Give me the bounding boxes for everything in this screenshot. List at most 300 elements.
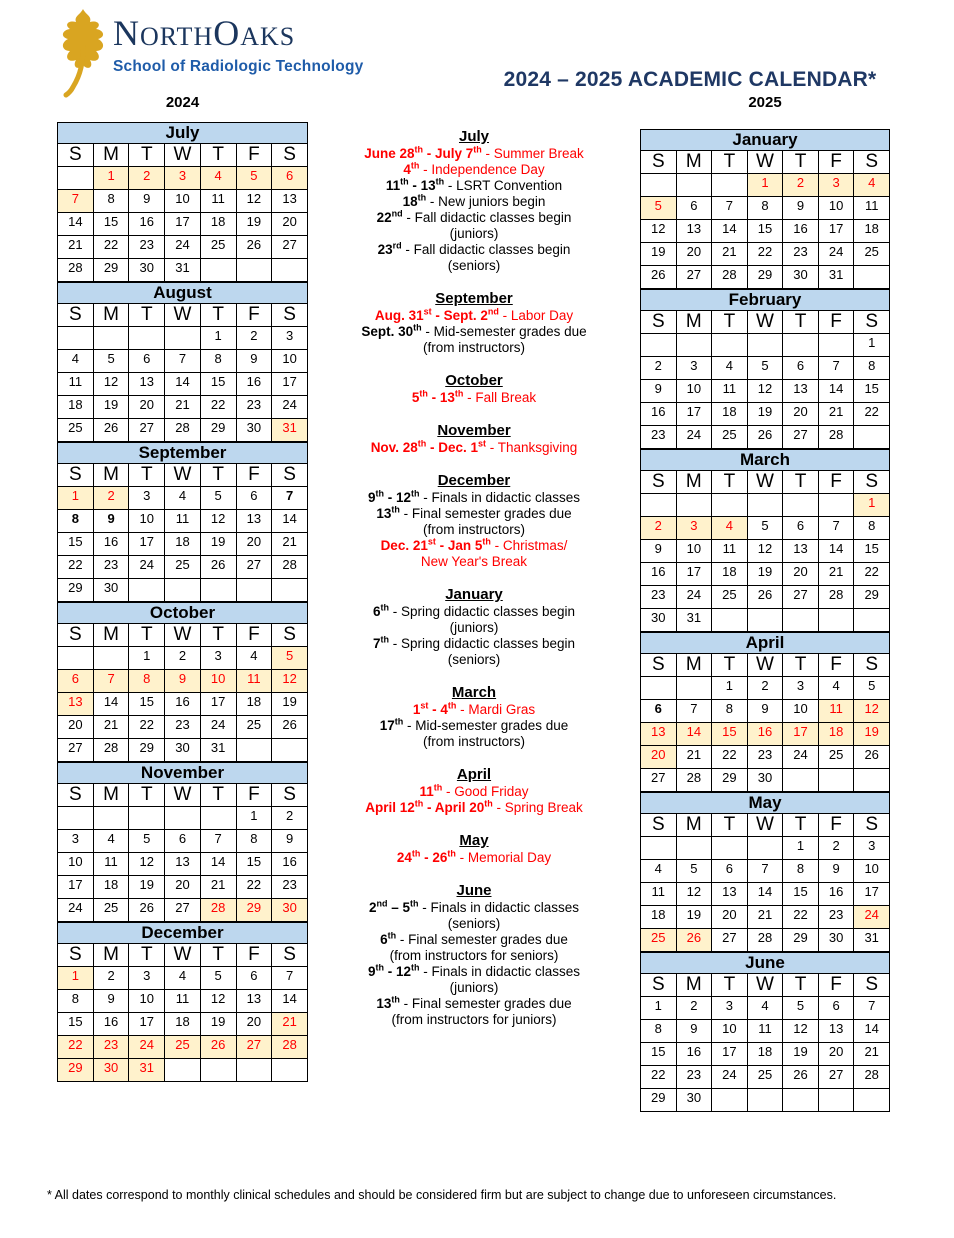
day-cell: 7: [818, 517, 854, 540]
day-of-week-header: S: [641, 814, 677, 837]
day-cell: 4: [641, 860, 677, 883]
day-cell: 23: [129, 236, 165, 259]
day-cell: 20: [641, 746, 677, 769]
day-cell: 27: [676, 266, 712, 289]
day-cell: 24: [676, 586, 712, 609]
event-section-september: [318, 290, 630, 356]
day-cell: 14: [818, 380, 854, 403]
month-calendar-february-2025: [640, 289, 890, 449]
day-cell-empty: [58, 647, 94, 670]
day-cell-empty: [818, 334, 854, 357]
day-cell: 16: [236, 373, 272, 396]
week-row: [641, 609, 890, 632]
day-cell: 30: [747, 769, 783, 792]
day-cell: 1: [58, 967, 94, 990]
day-cell: 5: [783, 997, 819, 1020]
event-line: 2nd – 5th - Finals in didactic classes: [368, 898, 580, 915]
week-row: [641, 883, 890, 906]
day-cell-empty: [818, 1089, 854, 1112]
day-cell: 8: [93, 190, 129, 213]
day-cell: 2: [165, 647, 201, 670]
day-cell: 12: [200, 510, 236, 533]
day-cell-empty: [58, 327, 94, 350]
day-of-week-header: W: [165, 304, 201, 327]
day-of-week-header: T: [200, 144, 236, 167]
day-cell: 17: [165, 213, 201, 236]
day-of-week-header: M: [676, 654, 712, 677]
day-cell: 11: [712, 540, 748, 563]
day-of-week-header: W: [165, 944, 201, 967]
logo-wordmark: NORTHOAKS: [113, 13, 296, 53]
day-cell: 23: [747, 746, 783, 769]
day-of-week-header: S: [854, 151, 890, 174]
day-cell: 5: [236, 167, 272, 190]
day-cell: 28: [200, 899, 236, 922]
day-cell: 20: [783, 403, 819, 426]
day-cell: 23: [93, 1036, 129, 1059]
day-cell: 18: [200, 213, 236, 236]
day-cell: 3: [272, 327, 308, 350]
day-cell: 24: [200, 716, 236, 739]
day-cell-empty: [200, 259, 236, 282]
day-cell: 24: [676, 426, 712, 449]
day-cell: 6: [783, 517, 819, 540]
day-cell: 4: [712, 357, 748, 380]
day-cell-empty: [747, 609, 783, 632]
day-cell: 8: [641, 1020, 677, 1043]
day-cell-empty: [165, 807, 201, 830]
day-cell-empty: [712, 494, 748, 517]
event-month-title: November: [437, 422, 511, 439]
day-cell: 16: [165, 693, 201, 716]
month-calendar-march-2025: [640, 449, 890, 632]
day-cell: 27: [236, 556, 272, 579]
day-cell: 22: [712, 746, 748, 769]
day-cell: 10: [818, 197, 854, 220]
northoaks-logo: [57, 8, 363, 98]
event-month-title: June: [456, 882, 492, 899]
day-cell: 1: [641, 997, 677, 1020]
event-line: 9th - 12th - Finals in didactic classes: [367, 488, 581, 505]
day-cell: 22: [129, 716, 165, 739]
day-of-week-header: S: [58, 464, 94, 487]
day-cell: 7: [165, 350, 201, 373]
day-cell: 1: [129, 647, 165, 670]
day-cell: 26: [236, 236, 272, 259]
day-cell: 30: [676, 1089, 712, 1112]
week-row: [641, 174, 890, 197]
week-row: [641, 997, 890, 1020]
day-of-week-header: T: [783, 814, 819, 837]
event-line: 9th - 12th - Finals in didactic classes: [367, 962, 581, 979]
day-cell: 11: [854, 197, 890, 220]
day-cell: 12: [783, 1020, 819, 1043]
day-cell-empty: [676, 677, 712, 700]
day-cell: 10: [165, 190, 201, 213]
day-cell: 9: [165, 670, 201, 693]
month-name: July: [58, 123, 308, 144]
day-cell: 9: [676, 1020, 712, 1043]
event-month-title: December: [437, 472, 511, 489]
day-cell: 27: [272, 236, 308, 259]
day-cell: 18: [818, 723, 854, 746]
day-of-week-header: F: [818, 311, 854, 334]
day-cell: 29: [93, 259, 129, 282]
year-label-2025: 2025: [748, 94, 782, 111]
day-cell-empty: [200, 579, 236, 602]
month-calendar-june-2025: [640, 952, 890, 1112]
day-cell: 6: [818, 997, 854, 1020]
day-of-week-header: F: [236, 784, 272, 807]
event-line: 1st - 4th - Mardi Gras: [412, 700, 536, 717]
month-name: December: [58, 923, 308, 944]
day-cell: 22: [58, 1036, 94, 1059]
day-cell: 17: [676, 403, 712, 426]
week-row: [641, 1089, 890, 1112]
day-cell: 14: [165, 373, 201, 396]
day-of-week-header: T: [712, 974, 748, 997]
day-cell-empty: [272, 579, 308, 602]
day-cell: 13: [676, 220, 712, 243]
day-cell: 2: [747, 677, 783, 700]
day-of-week-header: T: [200, 304, 236, 327]
day-of-week-header: F: [236, 624, 272, 647]
month-name: February: [641, 290, 890, 311]
day-cell: 24: [272, 396, 308, 419]
event-line: (seniors): [447, 258, 501, 273]
day-cell-empty: [129, 327, 165, 350]
day-cell: 27: [783, 426, 819, 449]
day-of-week-header: M: [93, 624, 129, 647]
day-of-week-header: M: [93, 144, 129, 167]
day-cell: 27: [58, 739, 94, 762]
day-of-week-header: S: [272, 464, 308, 487]
week-row: [58, 647, 308, 670]
day-cell: 21: [200, 876, 236, 899]
day-cell: 18: [641, 906, 677, 929]
week-row: [58, 487, 308, 510]
week-row: [641, 769, 890, 792]
day-cell: 14: [676, 723, 712, 746]
day-of-week-header: S: [854, 654, 890, 677]
event-section-december: [318, 472, 630, 570]
day-cell: 9: [93, 990, 129, 1013]
event-month-title: April: [456, 766, 492, 783]
day-of-week-header: M: [676, 974, 712, 997]
day-of-week-header: F: [818, 151, 854, 174]
day-cell: 9: [641, 540, 677, 563]
day-cell: 17: [818, 220, 854, 243]
day-cell: 29: [854, 586, 890, 609]
day-cell: 2: [641, 357, 677, 380]
day-cell: 12: [747, 380, 783, 403]
month-name: May: [641, 793, 890, 814]
day-cell: 24: [165, 236, 201, 259]
day-cell: 9: [272, 830, 308, 853]
day-cell: 11: [641, 883, 677, 906]
event-line: Aug. 31st - Sept. 2nd - Labor Day: [374, 306, 574, 323]
event-line: June 28th - July 7th - Summer Break: [364, 144, 584, 161]
day-cell: 10: [58, 853, 94, 876]
day-cell: 7: [712, 197, 748, 220]
day-cell: 29: [236, 899, 272, 922]
day-cell: 29: [783, 929, 819, 952]
week-row: [58, 1013, 308, 1036]
day-cell: 5: [93, 350, 129, 373]
day-cell: 24: [818, 243, 854, 266]
day-cell: 30: [129, 259, 165, 282]
day-cell: 12: [854, 700, 890, 723]
day-cell: 21: [712, 243, 748, 266]
day-cell: 19: [747, 403, 783, 426]
day-cell: 3: [676, 357, 712, 380]
day-cell: 29: [641, 1089, 677, 1112]
day-cell: 15: [783, 883, 819, 906]
day-cell: 20: [58, 716, 94, 739]
day-cell: 13: [58, 693, 94, 716]
week-row: [58, 670, 308, 693]
day-of-week-header: S: [272, 784, 308, 807]
day-cell: 19: [129, 876, 165, 899]
month-calendar-november-2024: [57, 762, 308, 922]
day-of-week-header: F: [818, 974, 854, 997]
day-cell: 15: [200, 373, 236, 396]
week-row: [58, 853, 308, 876]
day-of-week-header: T: [129, 464, 165, 487]
month-name: October: [58, 603, 308, 624]
day-cell: 20: [236, 1013, 272, 1036]
day-cell: 4: [58, 350, 94, 373]
day-of-week-header: F: [818, 654, 854, 677]
day-cell: 9: [747, 700, 783, 723]
event-line: (juniors): [449, 620, 499, 635]
week-row: [641, 906, 890, 929]
day-of-week-header: S: [854, 471, 890, 494]
day-of-week-header: F: [236, 304, 272, 327]
day-cell-empty: [676, 334, 712, 357]
day-cell-empty: [747, 837, 783, 860]
calendars-2025-column: [640, 129, 890, 1112]
day-cell: 25: [747, 1066, 783, 1089]
day-cell: 7: [58, 190, 94, 213]
day-cell: 17: [783, 723, 819, 746]
day-cell: 3: [129, 487, 165, 510]
week-row: [641, 1066, 890, 1089]
day-cell: 19: [854, 723, 890, 746]
day-cell: 3: [165, 167, 201, 190]
day-cell: 15: [854, 540, 890, 563]
day-cell: 7: [854, 997, 890, 1020]
day-cell: 11: [747, 1020, 783, 1043]
day-cell: 13: [236, 990, 272, 1013]
day-cell: 14: [272, 990, 308, 1013]
day-cell: 24: [129, 556, 165, 579]
day-cell: 19: [93, 396, 129, 419]
day-cell: 10: [676, 380, 712, 403]
week-row: [58, 167, 308, 190]
day-cell: 28: [747, 929, 783, 952]
day-cell: 28: [165, 419, 201, 442]
day-cell: 19: [747, 563, 783, 586]
day-cell: 20: [165, 876, 201, 899]
week-row: [641, 517, 890, 540]
day-cell-empty: [712, 334, 748, 357]
day-cell: 5: [676, 860, 712, 883]
day-cell: 10: [676, 540, 712, 563]
day-cell: 23: [272, 876, 308, 899]
day-cell: 3: [712, 997, 748, 1020]
day-cell: 16: [747, 723, 783, 746]
day-of-week-header: W: [747, 814, 783, 837]
day-cell: 22: [93, 236, 129, 259]
day-cell: 11: [818, 700, 854, 723]
month-calendar-july-2024: [57, 122, 308, 282]
month-name: April: [641, 633, 890, 654]
day-cell: 6: [236, 487, 272, 510]
day-cell: 8: [712, 700, 748, 723]
month-name: June: [641, 953, 890, 974]
day-cell: 26: [641, 266, 677, 289]
day-cell-empty: [641, 837, 677, 860]
day-cell: 10: [129, 990, 165, 1013]
day-cell: 7: [676, 700, 712, 723]
day-of-week-header: S: [58, 304, 94, 327]
day-cell: 7: [93, 670, 129, 693]
event-line: (from instructors): [422, 734, 525, 749]
day-cell: 30: [236, 419, 272, 442]
day-cell: 27: [818, 1066, 854, 1089]
day-of-week-header: S: [58, 624, 94, 647]
day-of-week-header: T: [200, 944, 236, 967]
day-cell: 2: [783, 174, 819, 197]
day-of-week-header: T: [783, 654, 819, 677]
day-cell: 18: [747, 1043, 783, 1066]
month-name: January: [641, 130, 890, 151]
footnote: * All dates correspond to monthly clinical schedules and should be considered firm but are subject to change due to unforeseen circumstances.: [47, 1188, 837, 1202]
day-cell-empty: [165, 579, 201, 602]
day-cell: 5: [641, 197, 677, 220]
day-of-week-header: S: [272, 144, 308, 167]
day-cell: 15: [854, 380, 890, 403]
day-cell: 25: [58, 419, 94, 442]
day-cell-empty: [641, 334, 677, 357]
day-cell: 27: [783, 586, 819, 609]
day-cell-empty: [818, 494, 854, 517]
day-cell: 19: [200, 1013, 236, 1036]
week-row: [641, 540, 890, 563]
day-cell: 3: [854, 837, 890, 860]
week-row: [58, 396, 308, 419]
day-cell: 30: [272, 899, 308, 922]
day-cell: 14: [712, 220, 748, 243]
day-cell: 22: [58, 556, 94, 579]
day-cell: 30: [93, 579, 129, 602]
event-section-october: [318, 372, 630, 406]
day-cell: 16: [93, 533, 129, 556]
day-cell: 26: [854, 746, 890, 769]
day-cell: 11: [200, 190, 236, 213]
day-cell: 11: [58, 373, 94, 396]
day-cell-empty: [58, 807, 94, 830]
day-cell: 27: [165, 899, 201, 922]
day-of-week-header: T: [200, 784, 236, 807]
day-cell: 5: [747, 357, 783, 380]
day-cell: 21: [747, 906, 783, 929]
day-cell: 23: [818, 906, 854, 929]
event-section-november: [318, 422, 630, 456]
event-line: 22nd - Fall didactic classes begin: [376, 208, 572, 225]
day-cell-empty: [747, 494, 783, 517]
day-of-week-header: W: [165, 784, 201, 807]
day-cell: 28: [676, 769, 712, 792]
day-cell: 3: [58, 830, 94, 853]
day-of-week-header: T: [129, 784, 165, 807]
event-line: (juniors): [449, 980, 499, 995]
day-cell: 15: [58, 533, 94, 556]
day-cell: 26: [93, 419, 129, 442]
day-of-week-header: S: [272, 624, 308, 647]
week-row: [641, 586, 890, 609]
event-line: 17th - Mid-semester grades due: [379, 716, 569, 733]
day-cell: 22: [854, 403, 890, 426]
day-cell: 20: [712, 906, 748, 929]
day-cell: 3: [676, 517, 712, 540]
week-row: [58, 1036, 308, 1059]
day-cell: 25: [165, 1036, 201, 1059]
day-cell-empty: [854, 769, 890, 792]
day-cell: 4: [818, 677, 854, 700]
day-cell: 15: [712, 723, 748, 746]
day-cell: 31: [854, 929, 890, 952]
event-section-january: [318, 586, 630, 668]
day-cell: 30: [165, 739, 201, 762]
day-cell: 21: [818, 563, 854, 586]
day-cell: 25: [93, 899, 129, 922]
week-row: [58, 533, 308, 556]
day-of-week-header: W: [747, 151, 783, 174]
day-cell: 20: [272, 213, 308, 236]
day-cell: 3: [783, 677, 819, 700]
page-title: 2024 – 2025 ACADEMIC CALENDAR*: [503, 68, 877, 91]
day-cell: 19: [783, 1043, 819, 1066]
logo-subtitle: School of Radiologic Technology: [113, 58, 364, 75]
day-cell: 15: [747, 220, 783, 243]
day-cell: 9: [641, 380, 677, 403]
day-cell: 4: [747, 997, 783, 1020]
day-cell: 21: [676, 746, 712, 769]
event-line: 18th - New juniors begin: [402, 192, 546, 209]
day-cell: 1: [783, 837, 819, 860]
week-row: [58, 556, 308, 579]
day-cell-empty: [93, 327, 129, 350]
day-cell: 28: [818, 586, 854, 609]
day-cell-empty: [236, 1059, 272, 1082]
day-of-week-header: W: [747, 974, 783, 997]
week-row: [58, 739, 308, 762]
day-of-week-header: M: [93, 944, 129, 967]
week-row: [58, 510, 308, 533]
day-cell: 15: [641, 1043, 677, 1066]
day-cell: 28: [712, 266, 748, 289]
day-cell-empty: [854, 609, 890, 632]
day-cell: 1: [58, 487, 94, 510]
day-cell: 2: [272, 807, 308, 830]
day-cell: 16: [272, 853, 308, 876]
event-section-june: [318, 882, 630, 1028]
week-row: [641, 746, 890, 769]
month-name: August: [58, 283, 308, 304]
day-cell-empty: [236, 579, 272, 602]
